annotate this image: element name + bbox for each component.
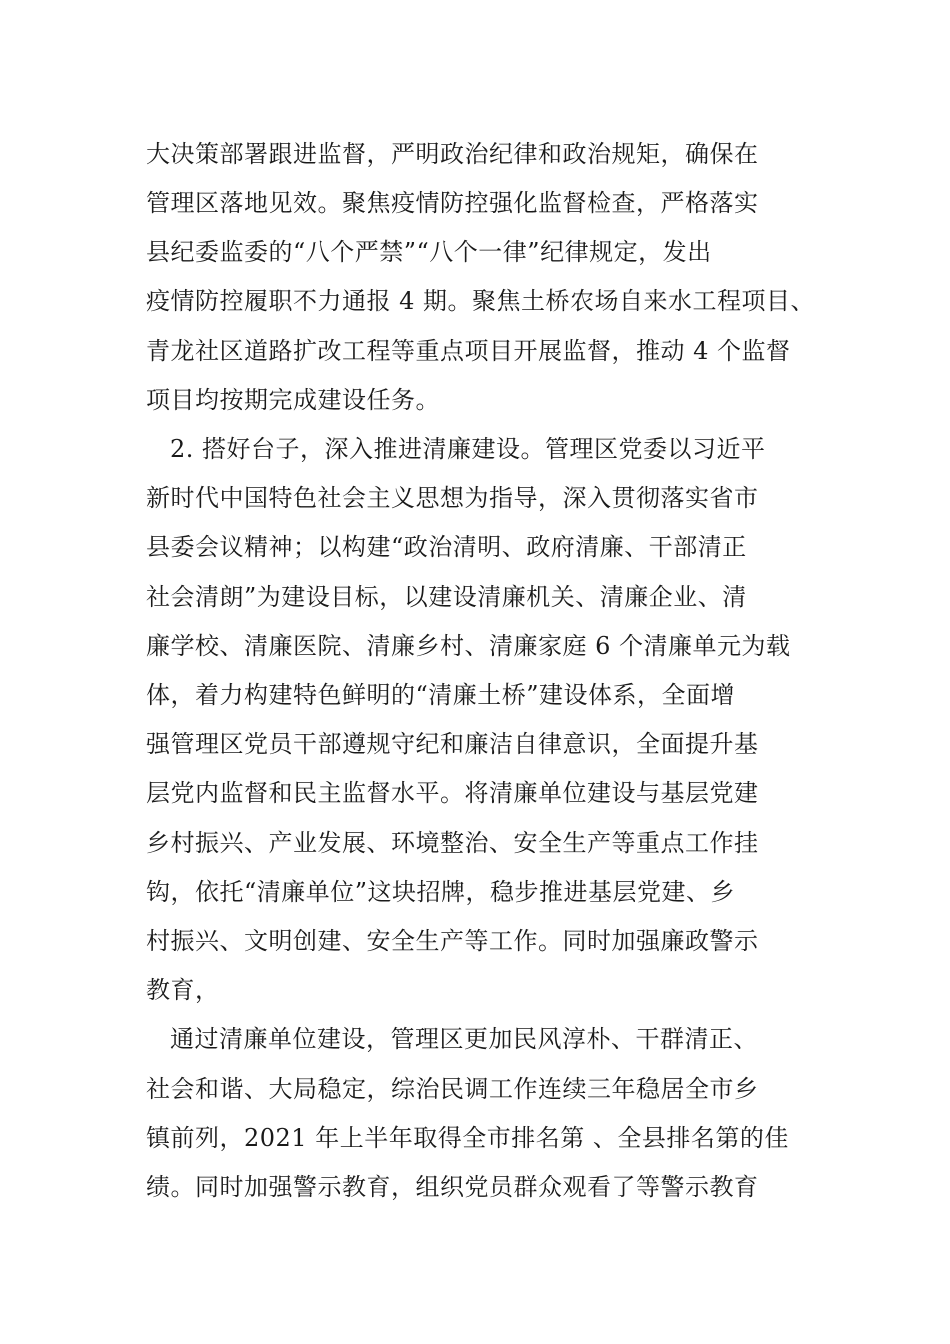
text-line: 教育， (146, 976, 220, 1004)
text-line: 体，着力构建特色鲜明的“清廉土桥”建设体系，全面增 (146, 681, 736, 709)
text-line: 绩。同时加强警示教育，组织党员群众观看了等警示教育 (146, 1173, 759, 1201)
text-line: 县纪委监委的“八个严禁”“八个一律”纪律规定，发出 (146, 238, 712, 266)
text-line: 钩，依托“清廉单位”这块招牌，稳步推进基层党建、乡 (146, 878, 736, 906)
text-line: 乡村振兴、产业发展、环境整治、安全生产等重点工作挂 (146, 829, 759, 857)
text-line: 新时代中国特色社会主义思想为指导，深入贯彻落实省市 (146, 484, 759, 512)
text-line: 青龙社区道路扩改工程等重点项目开展监督，推动 4 个监督 (146, 337, 791, 365)
text-line: 疫情防控履职不力通报 4 期。聚焦土桥农场自来水工程项目、 (146, 287, 816, 315)
text-line: 廉学校、清廉医院、清廉乡村、清廉家庭 6 个清廉单元为载 (146, 632, 791, 660)
text-line: 层党内监督和民主监督水平。将清廉单位建设与基层党建 (146, 779, 759, 807)
text-line: 2. 搭好台子，深入推进清廉建设。管理区党委以习近平 (170, 435, 766, 463)
text-line: 村振兴、文明创建、安全生产等工作。同时加强廉政警示 (146, 927, 759, 955)
text-line: 社会清朗”为建设目标，以建设清廉机关、清廉企业、清 (146, 583, 747, 611)
text-line: 通过清廉单位建设，管理区更加民风淳朴、干群清正、 (170, 1025, 758, 1053)
text-line: 管理区落地见效。聚焦疫情防控强化监督检查，严格落实 (146, 189, 759, 217)
text-line: 项目均按期完成建设任务。 (146, 386, 440, 414)
text-line: 镇前列，2021 年上半年取得全市排名第 、全县排名第的佳 (146, 1124, 789, 1152)
text-line: 县委会议精神；以构建“政治清明、政府清廉、干部清正 (146, 533, 747, 561)
text-line: 大决策部署跟进监督，严明政治纪律和政治规矩，确保在 (146, 140, 759, 168)
text-line: 强管理区党员干部遵规守纪和廉洁自律意识，全面提升基 (146, 730, 759, 758)
text-line: 社会和谐、大局稳定，综治民调工作连续三年稳居全市乡 (146, 1075, 759, 1103)
